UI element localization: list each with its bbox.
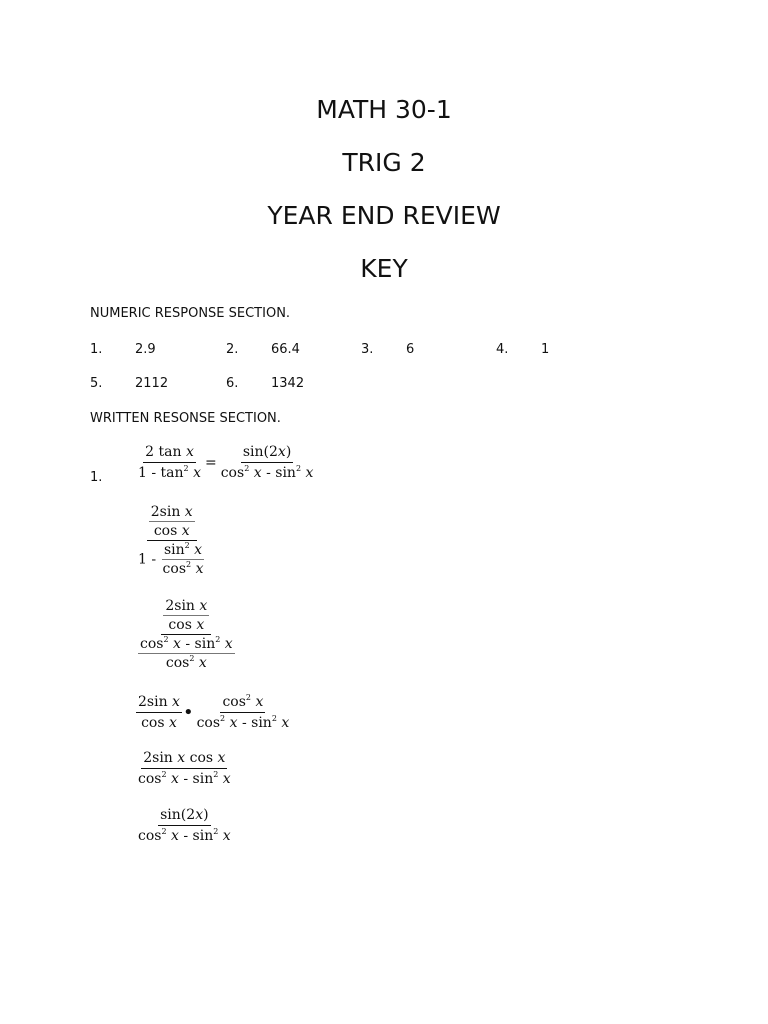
title-key: KEY (360, 254, 408, 283)
answer-value: 1 (541, 342, 550, 357)
answer-number: 6. (226, 376, 239, 391)
answer-number: 4. (496, 342, 509, 357)
proof-step-4: $\frac{\text{2sin x cos x}}{\cos^2 x - \sin^2 x}$ (138, 750, 231, 787)
proof-step-1: $\frac{\text{2sin x}}{\text{cos x}}$ 1 - $\frac{\sin^2 x}{\cos^2 x}$ (138, 504, 204, 577)
title-course: MATH 30-1 (316, 95, 452, 124)
proof-step-3: $\frac{\text{2sin x}}{\text{cos x}}$ • $\frac{\cos^2 x}{\cos^2 x - \sin^2 x}$ (138, 693, 290, 731)
answer-value: 2112 (135, 376, 169, 391)
answer-number: 3. (361, 342, 374, 357)
answer-number: 1. (90, 342, 103, 357)
title-unit: TRIG 2 (342, 148, 426, 177)
proof-step-5: $\frac{\sin(2x)}{\cos^2 x - \sin^2 x}$ (138, 807, 231, 844)
written-section-heading: WRITTEN RESONSE SECTION. (90, 411, 281, 426)
answer-number: 5. (90, 376, 103, 391)
proof-step-2: $\frac{\frac{\text{2sin x}}{\text{cos x}}}{\frac{\cos^2 x - \sin^2 x}{\cos^2 x}}$ (140, 598, 233, 671)
answer-number: 2. (226, 342, 239, 357)
answer-value: 6 (406, 342, 415, 357)
answer-value: 1342 (271, 376, 305, 391)
question-number: 1. (90, 470, 103, 485)
title-review: YEAR END REVIEW (267, 201, 501, 230)
identity-equation: $\frac{\text{2 tan x}}{1 - \tan^2 x}$ = $\frac{\sin(2x)}{\cos^2 x - \sin^2 x}$ (138, 444, 314, 481)
numeric-section-heading: NUMERIC RESPONSE SECTION. (90, 306, 291, 321)
answer-value: 2.9 (135, 342, 156, 357)
answer-value: 66.4 (271, 342, 300, 357)
